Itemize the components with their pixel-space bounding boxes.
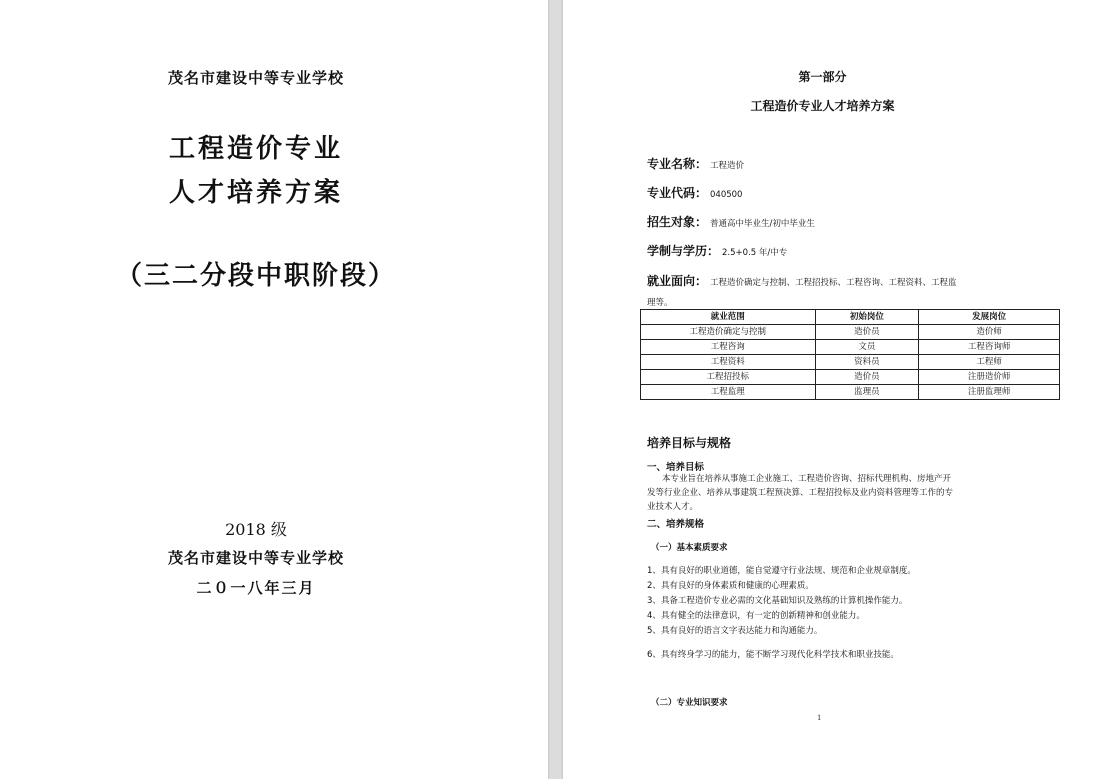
goal-paragraph-line: 发等行业企业、培养从事建筑工程预决算、工程招投标及业内资料管理等工作的专 <box>647 488 954 498</box>
field-enrollment-target <box>647 213 815 230</box>
cover-grade: 2018 级 <box>225 520 287 539</box>
table-cell: 资料员 <box>815 355 919 370</box>
cover-title-line1: 工程造价专业 <box>168 134 343 164</box>
table-row <box>641 340 1060 355</box>
field-value: 工程造价确定与控制、工程招投标、工程咨询、工程资料、工程监 <box>710 278 957 288</box>
spec-heading: 二、培养规格 <box>647 519 705 530</box>
cover-date: 二０一八年三月 <box>196 579 316 597</box>
requirement-item: 4、具有健全的法律意识，有一定的创新精神和创业能力。 <box>647 611 865 621</box>
requirement-item: 5、具有良好的语言文字表达能力和沟通能力。 <box>647 626 823 636</box>
requirement-item: 6、具有终身学习的能力，能不断学习现代化科学技术和职业技能。 <box>647 650 899 660</box>
requirement-item: 2、具有良好的身体素质和健康的心理素质。 <box>647 581 814 591</box>
table-cell: 注册监理师 <box>919 385 1060 400</box>
field-value: 2.5+0.5 年/中专 <box>722 248 788 258</box>
field-major-code <box>647 184 742 201</box>
goal-paragraph-line: 业技术人才。 <box>647 502 699 512</box>
table-cell: 造价员 <box>815 370 919 385</box>
table-cell: 注册造价师 <box>919 370 1060 385</box>
table-cell: 工程师 <box>919 355 1060 370</box>
field-major-name <box>647 155 744 172</box>
field-value: 工程造价 <box>710 161 745 171</box>
employment-table <box>640 309 1060 400</box>
cover-page <box>0 0 548 779</box>
table-header-cell: 发展岗位 <box>919 310 1060 325</box>
knowledge-heading: （二）专业知识要求 <box>651 698 728 708</box>
table-header-cell: 就业范围 <box>641 310 816 325</box>
field-label: 招生对象： <box>647 215 708 229</box>
cover-school-name-bottom: 茂名市建设中等专业学校 <box>167 549 344 567</box>
table-header-row <box>641 310 1060 325</box>
page-number: 1 <box>817 714 822 722</box>
table-cell: 工程资料 <box>641 355 816 370</box>
field-employment <box>647 272 957 289</box>
cover-school-name: 茂名市建设中等专业学校 <box>167 69 344 87</box>
field-label: 就业面向： <box>647 274 708 288</box>
goal-paragraph-line: 本专业旨在培养从事施工企业施工、工程造价咨询、招标代理机构、房地产开 <box>662 474 952 484</box>
table-row <box>641 370 1060 385</box>
field-value: 普通高中毕业生/初中毕业生 <box>710 219 815 229</box>
cover-title-line2: 人才培养方案 <box>168 178 343 208</box>
field-label: 专业代码： <box>647 186 708 200</box>
field-duration-degree <box>647 242 787 259</box>
table-cell: 文员 <box>815 340 919 355</box>
goal-heading: 一、培养目标 <box>647 462 705 473</box>
table-cell: 工程监理 <box>641 385 816 400</box>
part-heading: 第一部分 <box>798 70 847 84</box>
field-label: 专业名称： <box>647 157 708 171</box>
table-cell: 工程造价确定与控制 <box>641 325 816 340</box>
basic-quality-heading: （一）基本素质要求 <box>651 543 728 553</box>
field-employment-continued: 理等。 <box>647 298 673 308</box>
table-cell: 造价员 <box>815 325 919 340</box>
table-header-cell: 初始岗位 <box>815 310 919 325</box>
cover-subtitle: （三二分段中职阶段） <box>115 261 396 291</box>
table-row <box>641 325 1060 340</box>
table-row <box>641 385 1060 400</box>
section-title: 培养目标与规格 <box>647 436 732 450</box>
table-cell: 工程咨询 <box>641 340 816 355</box>
table-cell: 造价师 <box>919 325 1060 340</box>
part-title: 工程造价专业人才培养方案 <box>750 99 895 113</box>
requirement-item: 3、具备工程造价专业必需的文化基础知识及熟练的计算机操作能力。 <box>647 596 908 606</box>
table-cell: 监理员 <box>815 385 919 400</box>
field-value: 040500 <box>710 190 743 200</box>
table-cell: 工程招投标 <box>641 370 816 385</box>
table-cell: 工程咨询师 <box>919 340 1060 355</box>
content-page <box>563 0 1113 779</box>
requirement-item: 1、具有良好的职业道德，能自觉遵守行业法规、规范和企业规章制度。 <box>647 566 916 576</box>
table-row <box>641 355 1060 370</box>
field-label: 学制与学历： <box>647 244 720 258</box>
